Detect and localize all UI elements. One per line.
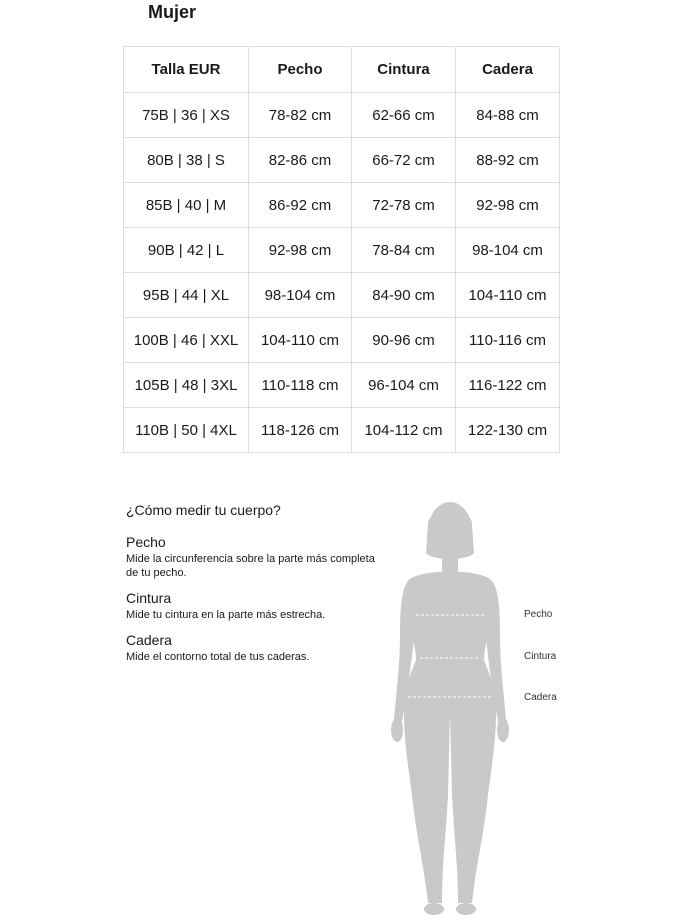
table-cell: 100B | 46 | XXL: [124, 318, 249, 363]
table-cell: 90-96 cm: [352, 318, 456, 363]
table-cell: 86-92 cm: [249, 183, 352, 228]
table-body: [124, 93, 560, 453]
table-row: [124, 138, 560, 183]
table-row: [124, 318, 560, 363]
table-cell: 92-98 cm: [249, 228, 352, 273]
guide-item-text: Mide la circunferencia sobre la parte más completa de tu pecho.: [126, 553, 375, 579]
table-cell: 110-118 cm: [249, 363, 352, 408]
guide-item-cintura: [126, 590, 386, 622]
table-row: [124, 183, 560, 228]
table-cell: 110-116 cm: [456, 318, 560, 363]
measure-guide: [126, 502, 386, 674]
table-row: [124, 273, 560, 318]
table-cell: 72-78 cm: [352, 183, 456, 228]
header-talla: Talla EUR: [124, 47, 249, 93]
table-row: [124, 363, 560, 408]
table-row: [124, 408, 560, 453]
table-cell: 98-104 cm: [456, 228, 560, 273]
label-cintura: Cintura: [524, 651, 557, 662]
table-cell: 88-92 cm: [456, 138, 560, 183]
table-cell: 85B | 40 | M: [124, 183, 249, 228]
header-cintura: Cintura: [352, 47, 456, 93]
table-cell: 118-126 cm: [249, 408, 352, 453]
body-silhouette-icon: [380, 495, 520, 920]
label-pecho: Pecho: [524, 609, 553, 620]
table-cell: 105B | 48 | 3XL: [124, 363, 249, 408]
table-cell: 92-98 cm: [456, 183, 560, 228]
header-cadera: Cadera: [456, 47, 560, 93]
table-cell: 104-110 cm: [456, 273, 560, 318]
table-cell: 122-130 cm: [456, 408, 560, 453]
table-cell: 96-104 cm: [352, 363, 456, 408]
table-header-row: [124, 47, 560, 93]
table-cell: 104-110 cm: [249, 318, 352, 363]
table-row: [124, 228, 560, 273]
guide-item-title: Cadera: [126, 632, 172, 648]
guide-item-title: Cintura: [126, 590, 172, 606]
guide-item-pecho: [126, 534, 386, 580]
table-cell: 80B | 38 | S: [124, 138, 249, 183]
size-table: [123, 46, 560, 453]
table-cell: 116-122 cm: [456, 363, 560, 408]
guide-item-text: Mide tu cintura en la parte más estrecha.: [126, 609, 326, 621]
table-cell: 62-66 cm: [352, 93, 456, 138]
table-cell: 84-88 cm: [456, 93, 560, 138]
page-title: Mujer: [148, 2, 197, 22]
table-cell: 104-112 cm: [352, 408, 456, 453]
table-cell: 75B | 36 | XS: [124, 93, 249, 138]
guide-item-title: Pecho: [126, 534, 166, 550]
header-pecho: Pecho: [249, 47, 352, 93]
guide-heading: ¿Cómo medir tu cuerpo?: [126, 502, 281, 518]
table-cell: 90B | 42 | L: [124, 228, 249, 273]
table-cell: 84-90 cm: [352, 273, 456, 318]
table-cell: 98-104 cm: [249, 273, 352, 318]
table-cell: 66-72 cm: [352, 138, 456, 183]
guide-item-cadera: [126, 632, 386, 664]
table-cell: 110B | 50 | 4XL: [124, 408, 249, 453]
table-cell: 82-86 cm: [249, 138, 352, 183]
table-cell: 95B | 44 | XL: [124, 273, 249, 318]
guide-item-text: Mide el contorno total de tus caderas.: [126, 651, 310, 663]
table-row: [124, 93, 560, 138]
table-cell: 78-84 cm: [352, 228, 456, 273]
table-cell: 78-82 cm: [249, 93, 352, 138]
label-cadera: Cadera: [524, 692, 557, 703]
